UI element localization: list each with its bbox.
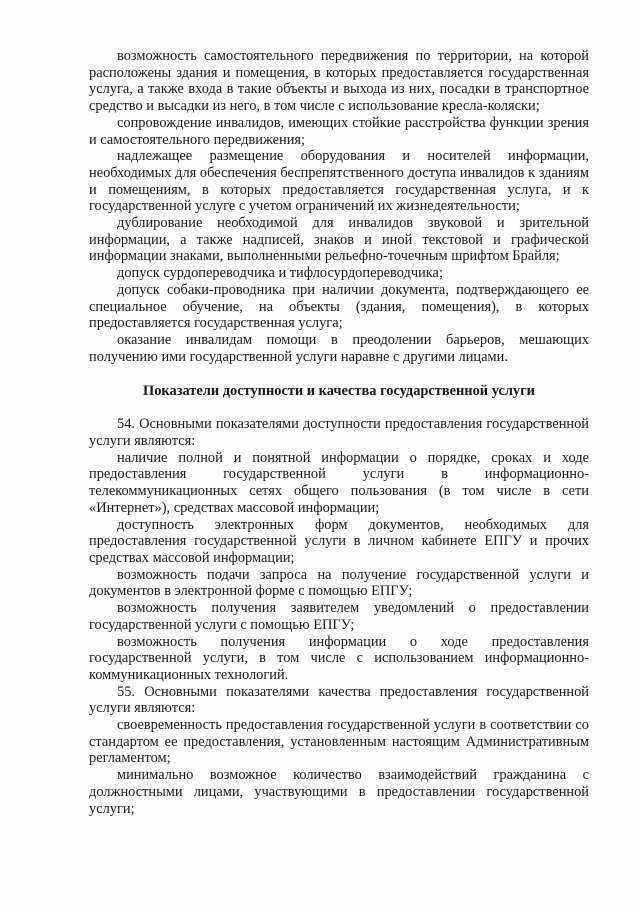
paragraph-mobility: возможность самостоятельного передвижения по территории, на которой расположены здания и помещения, в которых предоставляется государственная услуга, а также входа в такие объекты и выхода из них, посадки в транспортное средство и высадки из него, в том числе с использование кресла-коляски; <box>89 48 589 115</box>
paragraph-minimal-interactions: минимально возможное количество взаимодействий гражданина с должностными лицами, участвующими в предоставлении государственной услуги; <box>89 767 589 817</box>
paragraph-equipment-placement: надлежащее размещение оборудования и носителей информации, необходимых для обеспечения беспрепятственного доступа инвалидов к зданиям и помещениям, в которых предоставляется государственная услуга, и к государственной услуге с учетом ограничений их жизнедеятельности; <box>89 148 589 215</box>
paragraph-55-quality-indicators: 55. Основными показателями качества предоставления государственной услуги являются: <box>89 683 589 717</box>
paragraph-electronic-forms: доступность электронных форм документов, необходимых для предоставления государственной услуги в личном кабинете ЕПГУ и прочих средствах массовой информации; <box>89 516 589 566</box>
paragraph-braille-duplication: дублирование необходимой для инвалидов звуковой и зрительной информации, а также надписей, знаков и иной текстовой и графической информации знаками, выполненными рельефно-точечным шрифтом Брайля; <box>89 215 589 265</box>
paragraph-timeliness: своевременность предоставления государственной услуги в соответствии со стандартом ее предоставления, установленным настоящим Административным регламентом; <box>89 717 589 767</box>
paragraph-barrier-assistance: оказание инвалидам помощи в преодолении барьеров, мешающих получению ими государственной услуги наравне с другими лицами. <box>89 331 589 365</box>
paragraph-notifications: возможность получения заявителем уведомлений о предоставлении государственной услуги с помощью ЕПГУ; <box>89 600 589 633</box>
paragraph-guide-dog: допуск собаки-проводника при наличии документа, подтверждающего ее специальное обучение, на объекты (здания, помещения), в которых предоставляется государственная услуга; <box>89 281 589 332</box>
paragraph-escort: сопровождение инвалидов, имеющих стойкие расстройства функции зрения и самостоятельного передвижения; <box>89 114 589 148</box>
paragraph-progress-information: возможность получения информации о ходе предоставления государственной услуги, в том числе с использованием информационно-коммуникационных технологий. <box>89 633 589 683</box>
paragraph-54-accessibility-indicators: 54. Основными показателями доступности предоставления государственной услуги являются: <box>89 416 589 450</box>
paragraph-information-availability: наличие полной и понятной информации о порядке, сроках и ходе предоставления государственной услуги в информационно-телекоммуникационных сетях общего пользования (в том числе в сети «Интернет»), средствах массовой информации; <box>89 449 589 516</box>
paragraph-electronic-request: возможность подачи запроса на получение государственной услуги и документов в электронной форме с помощью ЕПГУ; <box>89 566 589 600</box>
document-body <box>89 48 589 817</box>
paragraph-sign-interpreter: допуск сурдопереводчика и тифлосурдопереводчика; <box>117 265 443 282</box>
section-heading: Показатели доступности и качества государственной услуги <box>143 383 535 400</box>
